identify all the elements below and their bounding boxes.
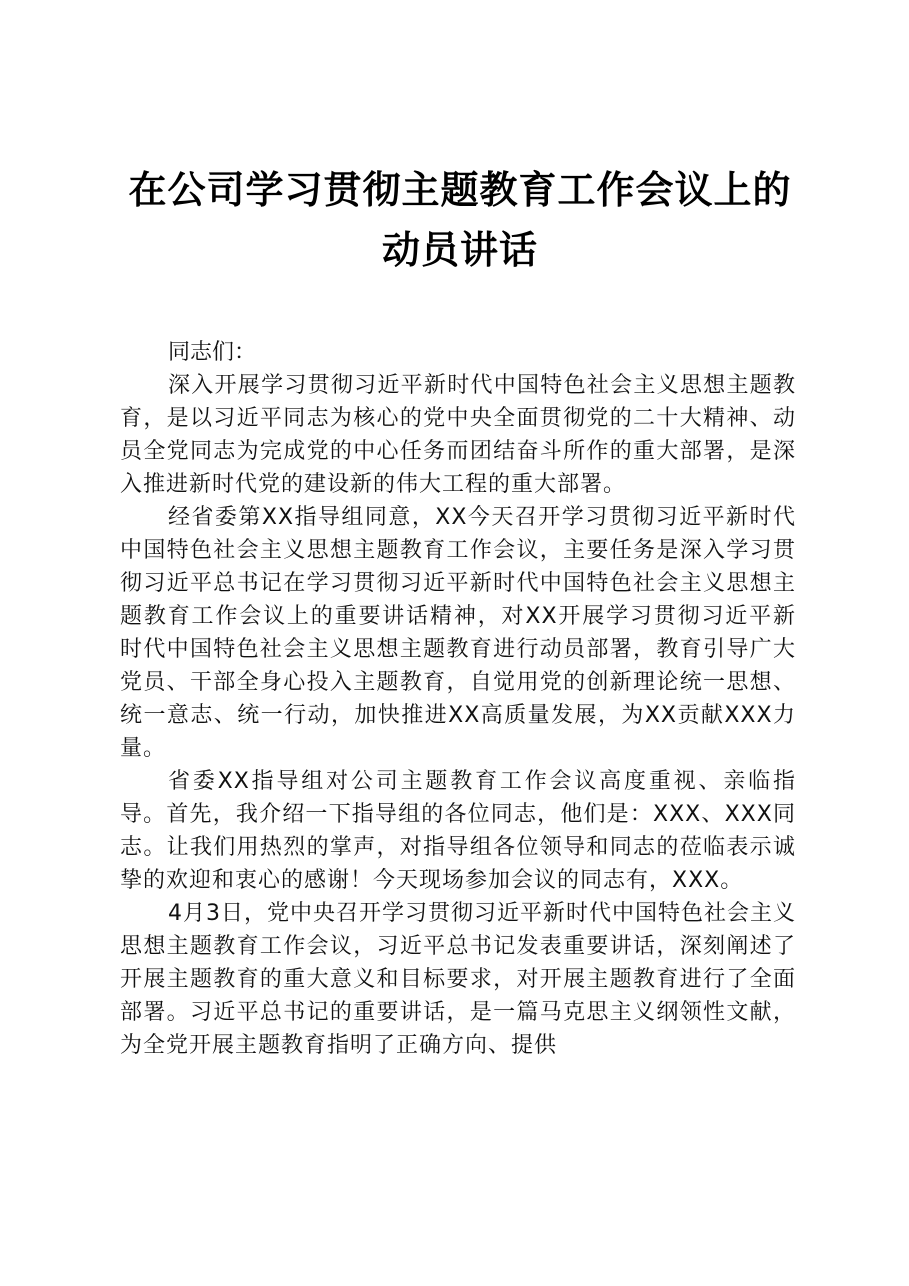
document-body [120,336,796,1062]
salutation: 同志们： [168,340,257,365]
paragraph-1: 深入开展学习贯彻习近平新时代中国特色社会主义思想主题教育，是以习近平同志为核心的党中央全面贯彻党的二十大精神、动员全党同志为完成党的中心任务而团结奋斗所作的重大部署，是深入推进新时代党的建设新的伟大工程的重大部署。 [120,373,796,497]
paragraph-4: 4月3日，党中央召开学习贯彻习近平新时代中国特色社会主义思想主题教育工作会议，习近平总书记发表重要讲话，深刻阐述了开展主题教育的重大意义和目标要求，对开展主题教育进行了全面部署。习近平总书记的重要讲话，是一篇马克思主义纲领性文献，为全党开展主题教育指明了正确方向、提供 [120,901,796,1058]
paragraph-2: 经省委第XX指导组同意，XX今天召开学习贯彻习近平新时代中国特色社会主义思想主题教育工作会议，主要任务是深入学习贯彻习近平总书记在学习贯彻习近平新时代中国特色社会主义思想主题教育工作会议上的重要讲话精神，对XX开展学习贯彻习近平新时代中国特色社会主义思想主题教育进行动员部署，教育引导广大党员、干部全身心投入主题教育，自觉用党的创新理论统一思想、统一意志、统一行动，加快推进XX高质量发展，为XX贡献XXX力量。 [120,505,796,761]
paragraph-3: 省委XX指导组对公司主题教育工作会议高度重视、亲临指导。首先，我介绍一下指导组的各位同志，他们是：XXX、XXX同志。让我们用热烈的掌声，对指导组各位领导和同志的莅临表示诚挚的欢迎和衷心的感谢！今天现场参加会议的同志有，XXX。 [120,769,796,893]
document-title: 在公司学习贯彻主题教育工作会议上的动员讲话 [128,167,792,272]
